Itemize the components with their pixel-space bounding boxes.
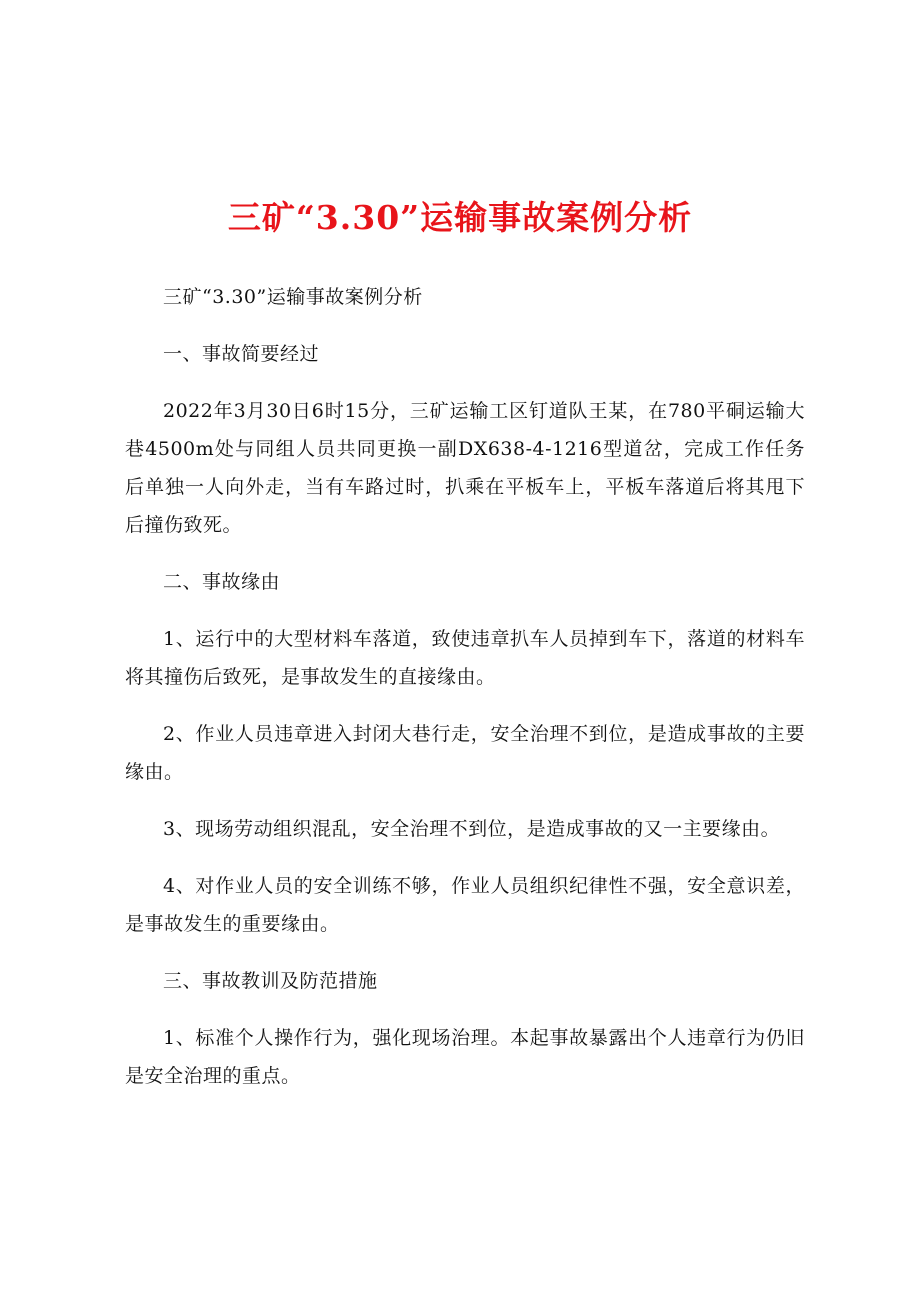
- paragraph-cause-2: 2、作业人员违章进入封闭大巷行走，安全治理不到位，是造成事故的主要缘由。: [125, 723, 805, 783]
- paragraph-subtitle: 三矿“3.30”运输事故案例分析: [163, 286, 423, 308]
- document-body: [125, 278, 805, 1114]
- paragraph-cause-3: 3、现场劳动组织混乱，安全治理不到位，是造成事故的又一主要缘由。: [163, 818, 781, 840]
- section-heading-causes: 二、事故缘由: [163, 571, 281, 593]
- paragraph-accident-overview: 2022年3月30日6时15分，三矿运输工区钉道队王某，在780平硐运输大巷4500m处与同组人员共同更换一副DX638-4-1216型道岔，完成工作任务后单独一人向外走，当有车路过时，扒乘在平板车上，平板车落道后将其甩下后撞伤致死。: [125, 400, 805, 536]
- section-heading-lessons: 三、事故教训及防范措施: [163, 970, 378, 992]
- section-heading-overview: 一、事故简要经过: [163, 343, 320, 365]
- document-title: 三矿“3.30”运输事故案例分析: [227, 198, 693, 237]
- paragraph-cause-1: 1、运行中的大型材料车落道，致使违章扒车人员掉到车下，落道的材料车将其撞伤后致死，是事故发生的直接缘由。: [125, 628, 805, 688]
- paragraph-cause-4: 4、对作业人员的安全训练不够，作业人员组织纪律性不强，安全意识差，是事故发生的重要缘由。: [125, 875, 805, 935]
- paragraph-measure-1: 1、标准个人操作行为，强化现场治理。本起事故暴露出个人违章行为仍旧是安全治理的重点。: [125, 1027, 805, 1087]
